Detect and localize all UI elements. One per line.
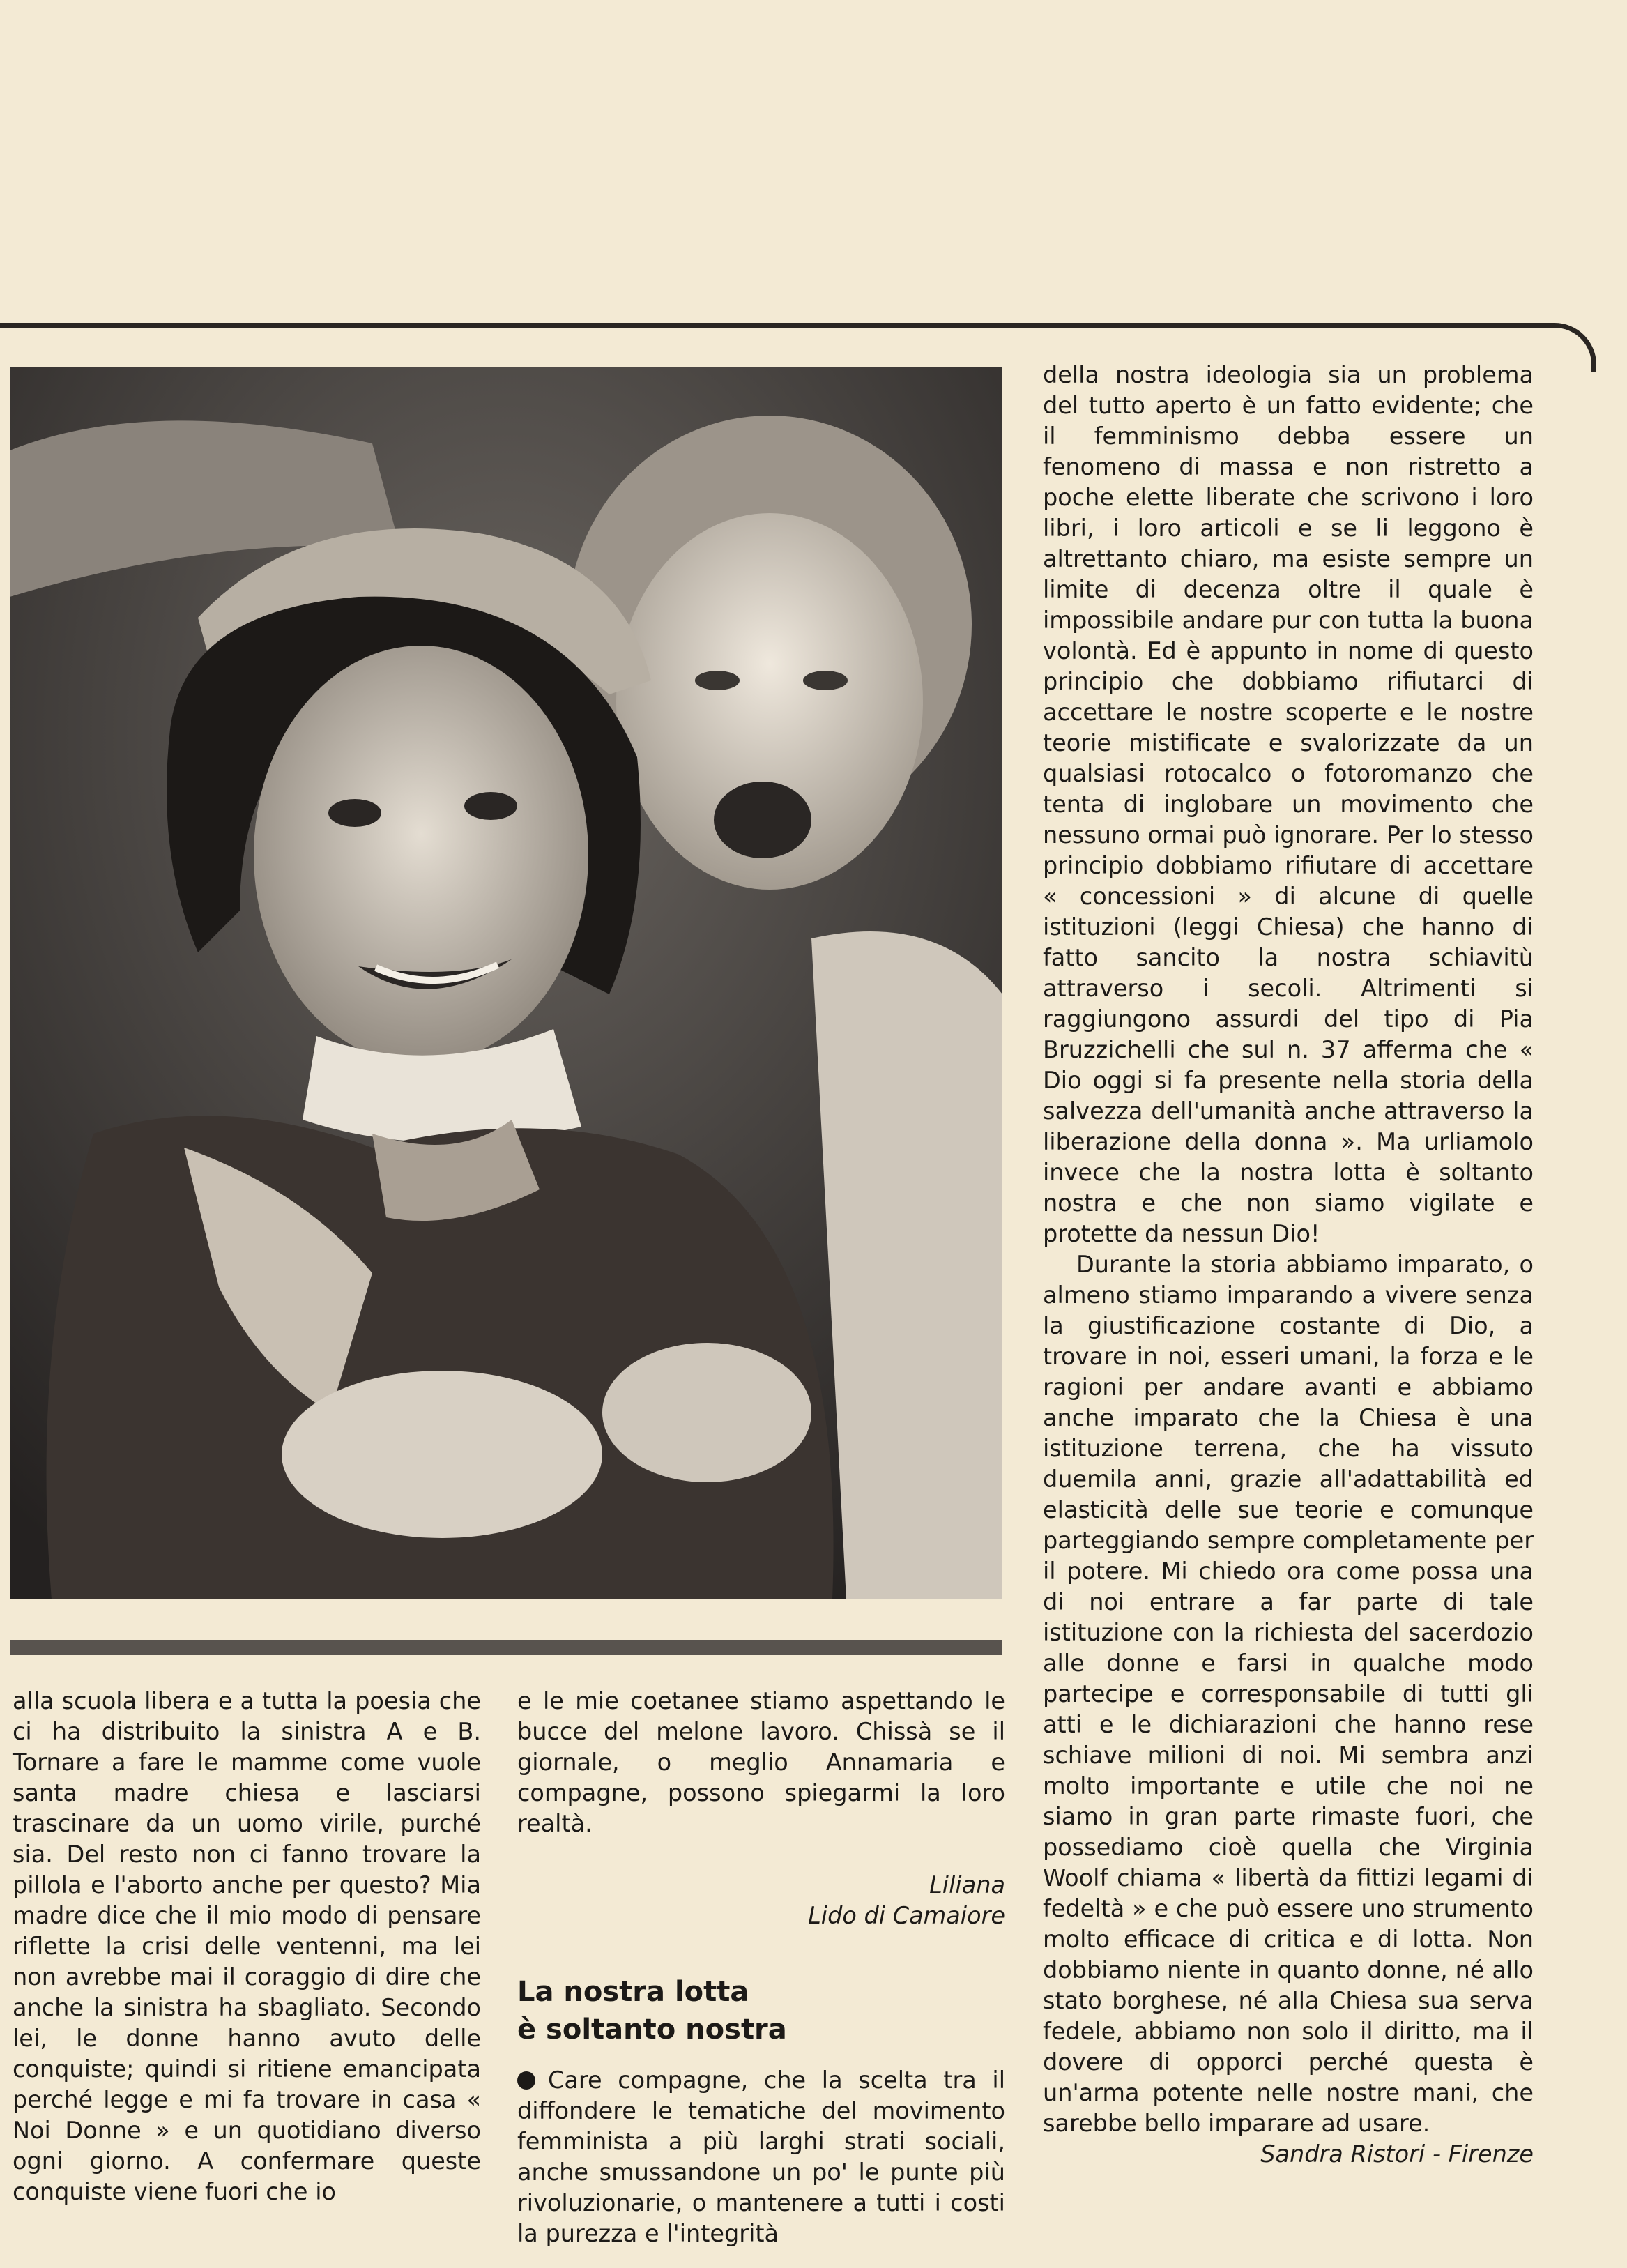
letter-opening [517,2065,1005,2249]
bullet-icon [517,2071,535,2090]
right-paragraph-1: della nostra ideologia sia un problema del tutto aperto è un fatto evidente; che il femminismo debba essere un fenomeno di massa e non ristretto a poche elette liberate che scrivono i loro libri, i loro articoli e se li leggono è altrettanto chiaro, ma esiste sempre un limite di decenza oltre il quale è impossibile andare pur con tutta la buona volontà. Ed è appunto in nome di questo principio che dobbiamo rifiutarci di accettare le nostre scoperte e le nostre teorie mistificate e svalorizzate da un qualsiasi rotocalco o fotoromanzo che tenta di inglobare un movimento che nessuno ormai può ignorare. Per lo stesso principio dobbiamo rifiutare di accettare « concessioni » di alcune di quelle istituzioni (leggi Chiesa) che hanno di fatto sancito la nostra schiavitù attraverso i secoli. Altrimenti si raggiungono assurdi del tipo di Pia Bruzzichelli che sul n. 37 afferma che « Dio oggi si fa presente nella storia della salvezza dell'umanità anche attraverso la liberazione della donna ». Ma urliamolo invece che la nostra lotta è soltanto nostra e che non siamo vigilate e protette da nessun Dio! [1043,361,1534,1247]
headline-line-2: è soltanto nostra [517,2014,787,2046]
middle-column-text: e le mie coetanee stiamo aspettando le bucce del melone lavoro. Chissà se il giornale, o meglio Annamaria e compagne, possono spiegarmi la loro realtà. [517,1687,1005,1837]
letter-headline [517,1973,1005,2048]
photo-caption-rule [10,1640,1002,1655]
left-column-text: alla scuola libera e a tutta la poesia che ci ha distribuito la sinistra A e B. Tornare a fare le mamme come vuole santa madre chiesa e lasciarsi trascinare da un uomo virile, purché sia. Del resto non ci fanno trovare la pillola e l'aborto anche per questo? Mia madre dice che il mio modo di pensare riflette la crisi delle ventenni, ma lei non avrebbe mai il coraggio di dire che anche la sinistra ha sbagliato. Secondo lei, le donne hanno avuto delle conquiste; quindi si ritiene emancipata perché legge e mi fa trovare in casa « Noi Donne » e un quotidiano diverso ogni giorno. A confermare queste conquiste viene fuori che io [13,1687,481,2205]
letter-signature: Sandra Ristori - Firenze [1260,2140,1534,2168]
headline-line-1: La nostra lotta [517,1976,749,2008]
letter-opening-text: Care compagne, che la scelta tra il diffondere le tematiche del movimento femminista a più larghi strati sociali, anche smussandone un po' le punte più rivoluzionarie, o mantenere a tutti i costi la purezza e l'integrità [517,2067,1005,2247]
signature-place: Lido di Camaiore [808,1902,1005,1929]
top-rule [0,323,1539,328]
middle-column [517,1686,1005,2249]
photo-two-young-women [10,367,1002,1599]
right-column [1043,360,1534,2170]
photo-illustration [10,367,1002,1599]
signature-name: Liliana [929,1871,1005,1898]
right-paragraph-2: Durante la storia abbiamo imparato, o almeno stiamo imparando a vivere senza la giustificazione costante di Dio, a trovare in noi, esseri umani, la forza e le ragioni per andare avanti e abbiamo anche imparato che la Chiesa è una istituzione terrena, che ha vissuto duemila anni, grazie all'adattabilità ed elasticità delle sue teorie e comunque parteggiando sempre completamente per il potere. Mi chiedo ora come possa una di noi entrare a far parte di tale istituzione con la richiesta del sacerdozio alle donne e farsi in qualche modo partecipe e corresponsabile di tutti gli atti e le dichiarazioni che hanno rese schiave milioni di noi. Mi sembra anzi molto importante e utile che noi ne siamo in gran parte rimaste fuori, che possediamo cioè quella che Virginia Woolf chiama « libertà da fittizi legami di fedeltà » e che può essere uno strumento molto efficace di critica e di lotta. Non dobbiamo niente in quanto donne, né allo stato borghese, né alla Chiesa sua serva fedele, abbiamo non solo il diritto, ma il dovere di opporci perché questa è un'arma potente nelle nostre mani, che sarebbe bello imparare ad usare. [1043,1251,1534,2137]
left-column [13,1686,481,2207]
